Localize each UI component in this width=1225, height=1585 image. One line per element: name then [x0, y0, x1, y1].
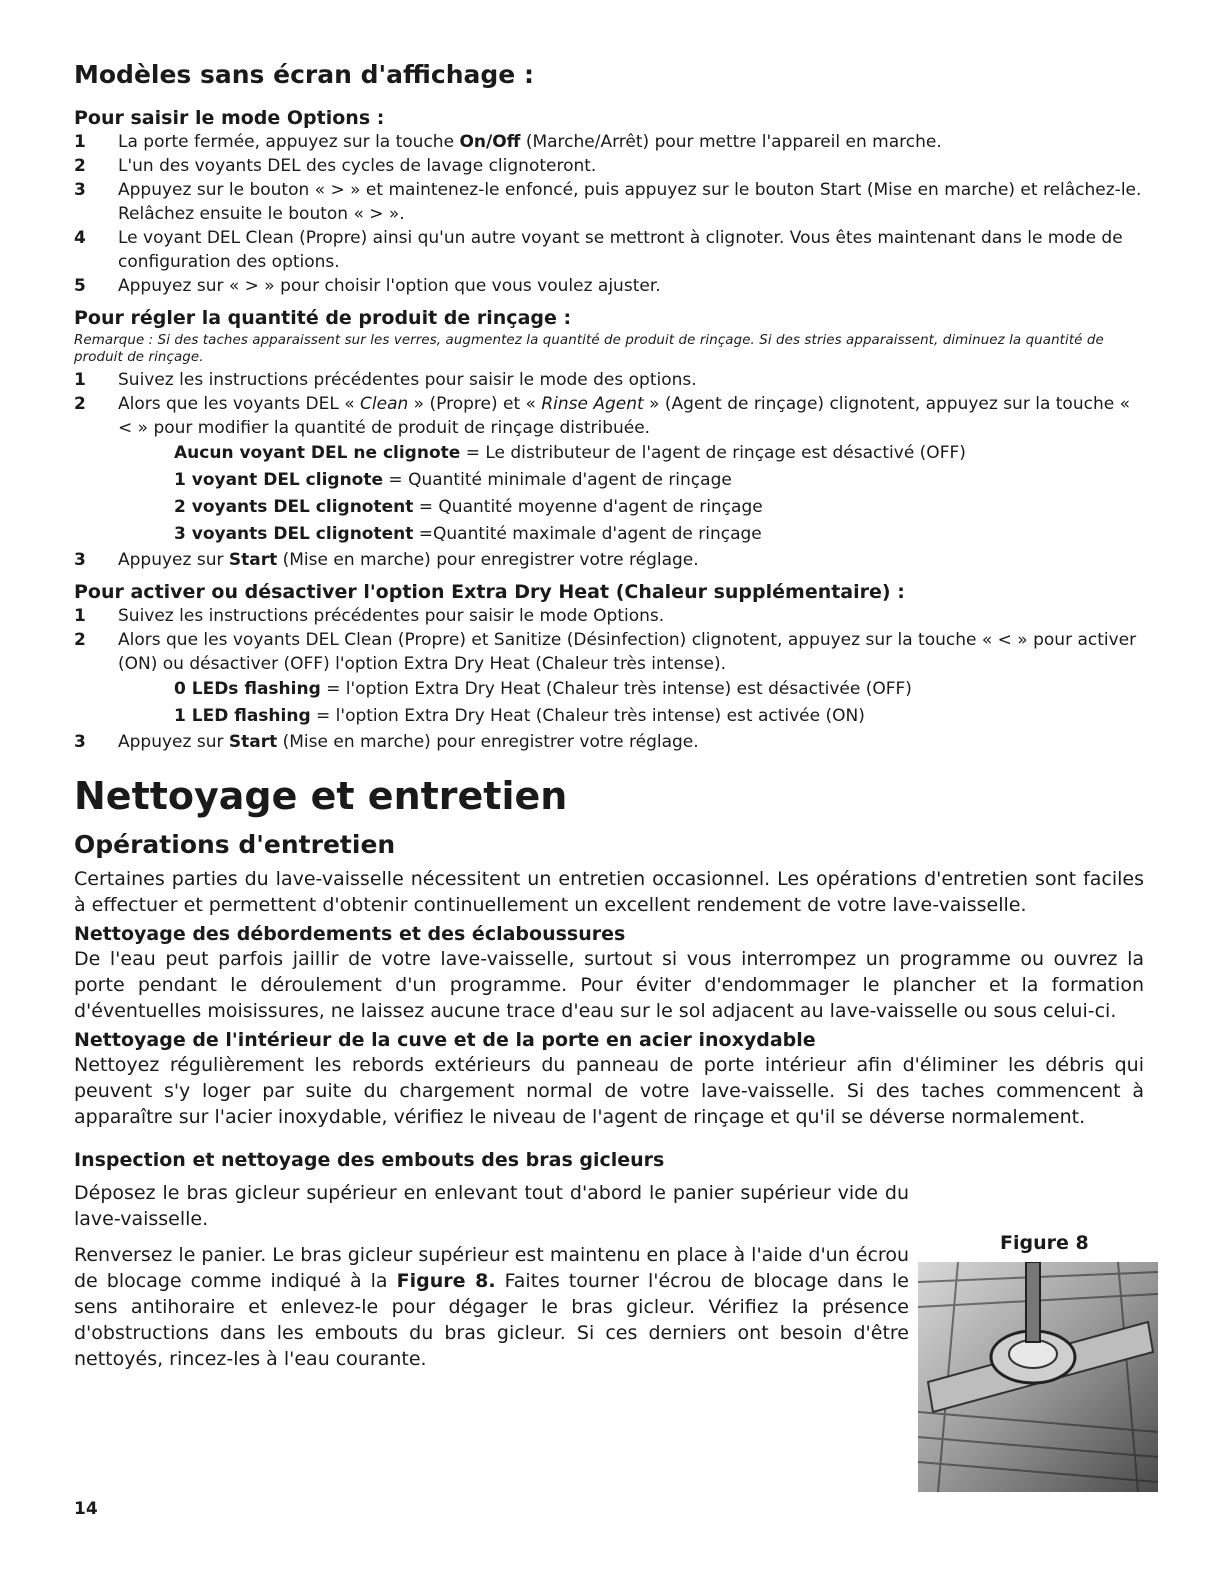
step-text: La porte fermée, appuyez sur la touche [118, 132, 460, 152]
step-number: 2 [74, 630, 86, 650]
spray-arms-paragraph-2 [74, 1242, 909, 1372]
level-text: = Quantité minimale d'agent de rinçage [383, 470, 732, 490]
steps-rinse-agent [74, 368, 1144, 440]
step-number: 5 [74, 276, 86, 296]
steps-rinse-agent-end [74, 548, 1144, 572]
step-italic: Clean [360, 394, 409, 414]
heading-spray-arms: Inspection et nettoyage des embouts des bras gicleurs [74, 1149, 665, 1171]
step [74, 392, 1144, 440]
step [74, 274, 1144, 298]
document-page [74, 60, 1144, 1376]
section-title-no-display: Modèles sans écran d'affichage : [74, 60, 534, 89]
step-text: (Mise en marche) pour enregistrer votre réglage. [277, 550, 699, 570]
step-bold: Start [228, 732, 278, 752]
step-bold: Start [228, 550, 278, 570]
level-label: 2 voyants DEL clignotent [174, 497, 414, 517]
step-text: Le voyant DEL Clean (Propre) ainsi qu'un autre voyant se mettront à clignoter. Vous êtes maintenant dans le mode de configuration des options. [118, 228, 1123, 272]
step-text: (Mise en marche) pour enregistrer votre réglage. [277, 732, 699, 752]
step-text: Alors que les voyants DEL « [118, 394, 361, 414]
step [74, 548, 1144, 572]
spray-arm-photo [918, 1262, 1158, 1492]
step-text: L'un des voyants DEL des cycles de lavage clignoteront. [118, 156, 597, 176]
step-number: 2 [74, 394, 86, 414]
para-text: Faites tourner l'écrou de blocage dans le sens antihoraire et enlevez-le pour dégager le bras gicleur. Vérifiez la présence d'obstructions dans les embouts du bras gicleur. Si ces derniers ont besoin d'être nettoyés, rincez-les à l'eau courante. [74, 1270, 909, 1370]
page-number: 14 [74, 1499, 98, 1519]
heading-stainless: Nettoyage de l'intérieur de la cuve et de la porte en acier inoxydable [74, 1029, 816, 1051]
rinse-note: Remarque : Si des taches apparaissent sur les verres, augmentez la quantité de produit de rinçage. Si des stries apparaissent, diminuez la quantité de produit de rinçage. [74, 333, 1104, 365]
step [74, 130, 1144, 154]
step-text: Suivez les instructions précédentes pour saisir le mode des options. [118, 370, 697, 390]
figure-label: Figure 8 [1000, 1232, 1089, 1254]
step-bold: On/Off [459, 132, 521, 152]
step-number: 1 [74, 132, 86, 152]
heading-spills: Nettoyage des débordements et des éclaboussures [74, 923, 626, 945]
step-number: 2 [74, 156, 86, 176]
step [74, 604, 1144, 628]
steps-extra-dry [74, 604, 1144, 676]
rinse-level [74, 521, 1144, 548]
heading-enter-options: Pour saisir le mode Options : [74, 107, 385, 129]
level-label: 3 voyants DEL clignotent [174, 524, 414, 544]
level-text: =Quantité maximale d'agent de rinçage [413, 524, 762, 544]
step-number: 4 [74, 228, 86, 248]
figure-reference: Figure 8. [396, 1270, 496, 1292]
step [74, 628, 1144, 676]
dry-level [74, 676, 1144, 703]
level-text: = l'option Extra Dry Heat (Chaleur très intense) est activée (ON) [310, 706, 865, 726]
spray-arm-column [74, 1148, 909, 1372]
heading-rinse-agent: Pour régler la quantité de produit de rinçage : [74, 307, 572, 329]
level-text: = Quantité moyenne d'agent de rinçage [413, 497, 763, 517]
step-text: Appuyez sur [118, 732, 229, 752]
spray-arms-paragraph-1: Déposez le bras gicleur supérieur en enlevant tout d'abord le panier supérieur vide du lave-vaisselle. [74, 1182, 909, 1230]
level-text: = Le distributeur de l'agent de rinçage est désactivé (OFF) [460, 443, 966, 463]
step [74, 226, 1144, 274]
spills-paragraph: De l'eau peut parfois jaillir de votre lave-vaisselle, surtout si vous interrompez un programme ou ouvrez la porte pendant le déroulement d'un programme. Pour éviter d'endommager le plancher et la formation d'éventuelles moisissures, ne laissez aucune trace d'eau sur le sol adjacent au lave-vaisselle ou sous celui-ci. [74, 948, 1144, 1022]
para-text: Renversez le panier. Le bras gicleur supérieur est maintenu en place à l'aide d'un écrou de blocage comme indiqué à la [74, 1244, 909, 1292]
step-number: 1 [74, 606, 86, 626]
steps-extra-dry-end [74, 730, 1144, 754]
dry-level [74, 703, 1144, 730]
rinse-level [74, 467, 1144, 494]
steps-enter-options [74, 130, 1144, 298]
step-text: Alors que les voyants DEL Clean (Propre) et Sanitize (Désinfection) clignotent, appuyez sur la touche « < » pour activer (ON) ou désactiver (OFF) l'option Extra Dry Heat (Chaleur très intense). [118, 630, 1137, 674]
step [74, 154, 1144, 178]
step-text: (Marche/Arrêt) pour mettre l'appareil en marche. [520, 132, 942, 152]
step-text: Appuyez sur « > » pour choisir l'option que vous voulez ajuster. [118, 276, 661, 296]
stainless-paragraph: Nettoyez régulièrement les rebords extérieurs du panneau de porte intérieur afin d'éliminer les débris qui peuvent s'y loger par suite du chargement normal de votre lave-vaisselle. Si des taches commencent à apparaître sur l'acier inoxydable, vérifiez le niveau de l'agent de rinçage et qu'il se déverse normalement. [74, 1054, 1144, 1128]
step [74, 178, 1144, 226]
step [74, 730, 1144, 754]
chapter-title: Nettoyage et entretien [74, 774, 568, 818]
rinse-level [74, 494, 1144, 521]
heading-extra-dry: Pour activer ou désactiver l'option Extra Dry Heat (Chaleur supplémentaire) : [74, 581, 905, 603]
step-text: Appuyez sur [118, 550, 229, 570]
step [74, 368, 1144, 392]
rinse-level [74, 440, 1144, 467]
step-number: 3 [74, 180, 86, 200]
level-label: 1 voyant DEL clignote [174, 470, 384, 490]
step-text: » (Agent de rinçage) clignotent, appuyez sur la touche « < » pour modifier la quantité de produit de rinçage distribuée. [118, 394, 1130, 438]
step-number: 3 [74, 550, 86, 570]
step-text: Appuyez sur le bouton « > » et maintenez-le enfoncé, puis appuyez sur le bouton Start (Mise en marche) et relâchez-le. Relâchez ensuite le bouton « > ». [118, 180, 1142, 224]
step-text: » (Propre) et « [408, 394, 542, 414]
level-label: 0 LEDs flashing [174, 679, 321, 699]
level-text: = l'option Extra Dry Heat (Chaleur très intense) est désactivée (OFF) [320, 679, 912, 699]
step-italic: Rinse Agent [541, 394, 644, 414]
step-number: 1 [74, 370, 86, 390]
level-label: 1 LED flashing [174, 706, 311, 726]
step-number: 3 [74, 732, 86, 752]
section-title-maintenance: Opérations d'entretien [74, 830, 396, 859]
maintenance-intro: Certaines parties du lave-vaisselle nécessitent un entretien occasionnel. Les opérations d'entretien sont faciles à effectuer et permettent d'obtenir continuellement un excellent rendement de votre lave-vaisselle. [74, 868, 1144, 916]
level-label: Aucun voyant DEL ne clignote [174, 443, 461, 463]
step-text: Suivez les instructions précédentes pour saisir le mode Options. [118, 606, 665, 626]
